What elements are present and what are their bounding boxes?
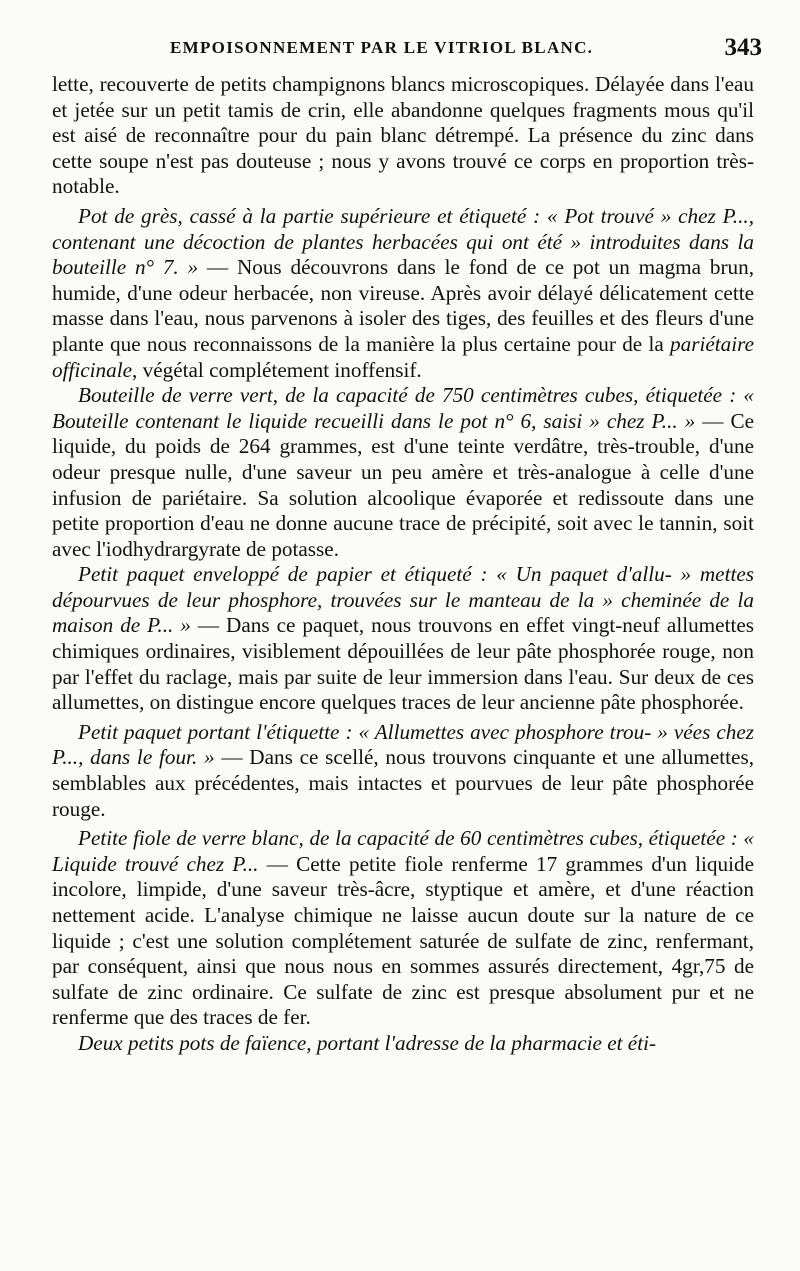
paragraph: [52, 826, 754, 1031]
italic-text-run: pariétaire officinale: [52, 331, 754, 382]
page-number: 343: [724, 34, 762, 61]
italic-text-run: Bouteille de verre vert, de la capacité de 750 centimètres cubes, étiquetée : « Bouteille contenant le liquide recueilli dans le pot n° 6, saisi » chez P... »: [52, 383, 754, 433]
italic-text-run: Deux petits pots de faïence, portant l'adresse de la pharmacie et éti-: [78, 1030, 657, 1055]
italic-text-run: Petit paquet portant l'étiquette : « Allumettes avec phosphore trou- » vées chez P..., dans le four. »: [52, 719, 754, 770]
text-run: — Nous découvrons dans le fond de ce pot un magma brun, humide, d'une odeur herbacée, non vireuse. Après avoir délayé délicatement cette masse dans l'eau, nous parvenons à isoler des tiges, des feuilles et des fleurs d'une plante que nous reconnaissons de la manière la plus certaine pour de la: [52, 255, 754, 356]
text-run: — Dans ce paquet, nous trouvons en effet vingt-neuf allumettes chimiques ordinaires, visiblement dépouillées de leur pâte phosphorée rouge, non par l'effet du raclage, mais par suite de leur immersion dans l'eau. Sur deux de ces allumettes, on distingue encore quelques traces de leur ancienne pâte phosphorée.: [52, 613, 754, 715]
italic-text-run: Petit paquet enveloppé de papier et étiqueté : « Un paquet d'allu- » mettes dépourvues de leur phosphore, trouvées sur le manteau de la » cheminée de la maison de P... »: [52, 562, 754, 638]
text-run: — Ce liquide, du poids de 264 grammes, est d'une teinte verdâtre, très-trouble, d'une odeur presque nulle, d'une saveur un peu amère et très-analogue à celle d'une infusion de pariétaire. Sa solution alcoolique évaporée et redissoute dans une petite proportion d'eau ne donne aucune trace de précipité, soit avec le tannin, soit avec l'iodhydrargyrate de potasse.: [52, 408, 754, 561]
paragraph: [52, 383, 754, 562]
text-run: — Cette petite fiole renferme 17 grammes d'un liquide incolore, limpide, d'une saveur très-âcre, styptique et amère, et d'une réaction nettement acide. L'analyse chimique ne laisse aucun doute sur la nature de ce liquide ; c'est une solution complétement saturée de sulfate de zinc, renfermant, par conséquent, ainsi que nous nous en sommes assurés directement, 4gr,75 de sulfate de zinc ordinaire. Ce sulfate de zinc est presque absolument pur et ne renferme que des traces de fer.: [52, 851, 754, 1030]
body-text: [52, 72, 754, 1057]
italic-text-run: Pot de grès, cassé à la partie supérieure et étiqueté : « Pot trouvé » chez P..., contenant une décoction de plantes herbacées qui ont été » introduites dans la bouteille n° 7. »: [52, 203, 754, 280]
running-title: EMPOISONNEMENT PAR LE VITRIOL BLANC.: [170, 38, 594, 57]
italic-text-run: Petite fiole de verre blanc, de la capacité de 60 centimètres cubes, étiquetée : « Liquide trouvé chez P...: [52, 826, 754, 876]
page-header: [170, 34, 770, 72]
text-run: lette, recouverte de petits champignons blancs microscopiques. Délayée dans l'eau et jetée sur un petit tamis de crin, elle abandonne quelques fragments mous qu'il est aisé de reconnaître pour du pain blanc détrempé. La présence du zinc dans cette soupe n'est pas douteuse ; nous y avons trouvé ce corps en proportion très-notable.: [52, 72, 754, 199]
paragraph: [52, 562, 754, 716]
paragraph: [52, 204, 754, 383]
paragraph: [52, 720, 754, 822]
text-run: , végétal complétement inoffensif.: [132, 357, 422, 382]
paragraph: [52, 1031, 754, 1057]
text-run: — Dans ce scellé, nous trouvons cinquante et une allumettes, semblables aux précédentes, mais intactes et pourvues de leur pâte phosphorée rouge.: [52, 745, 754, 821]
paragraph: [52, 72, 754, 200]
